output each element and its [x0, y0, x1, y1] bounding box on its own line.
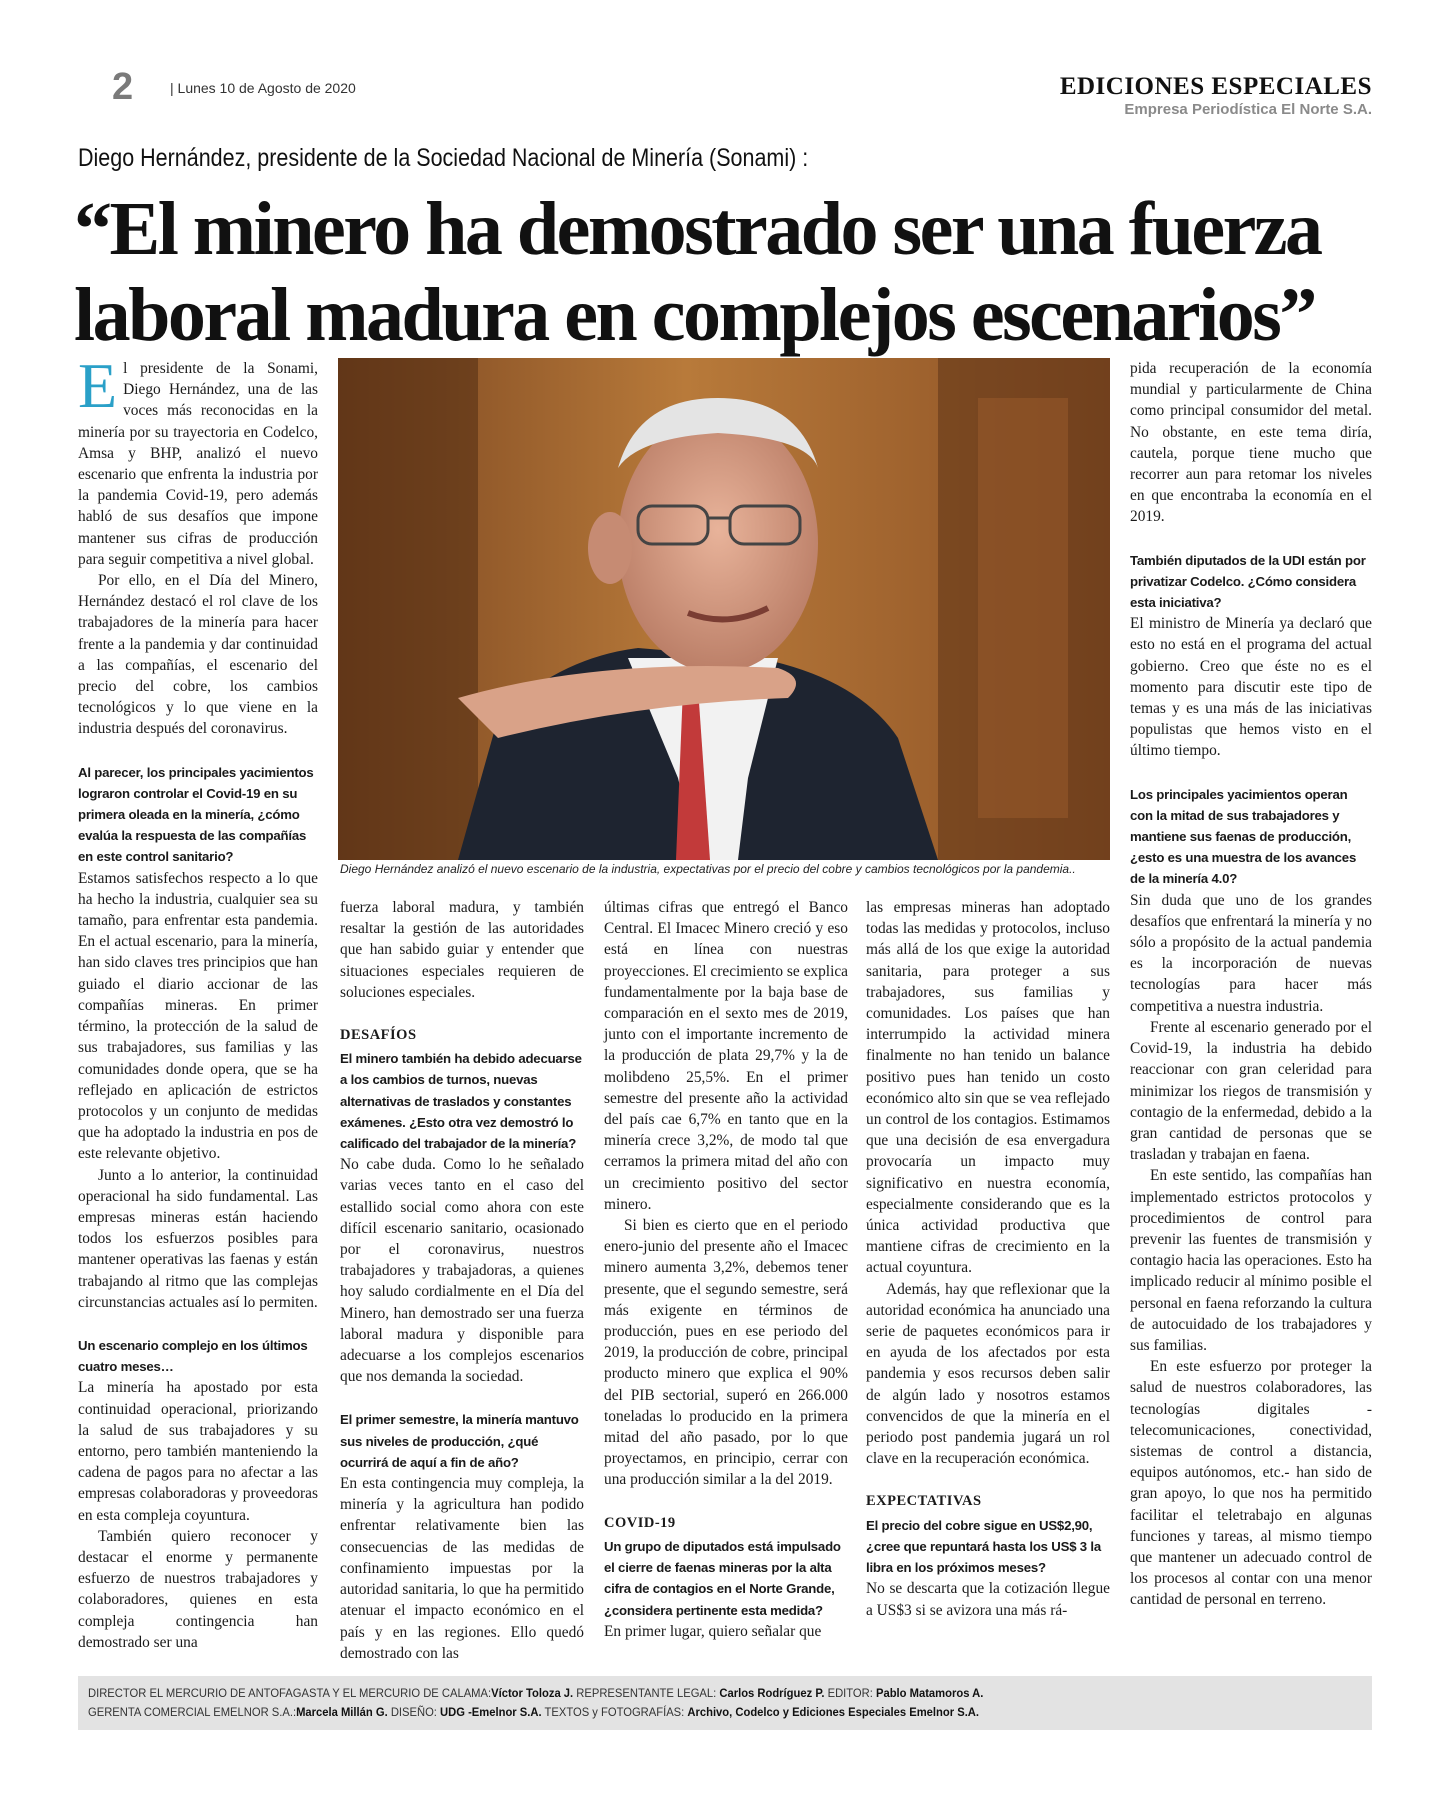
credits-footer [78, 1676, 1372, 1730]
credit-label: DISEÑO: [387, 1705, 441, 1719]
brand-subtitle: Empresa Periodística El Norte S.A. [1124, 101, 1372, 118]
article-column-5 [1130, 358, 1372, 1648]
paragraph: Si bien es cierto que en el periodo enero-junio del presente año el Imacec minero aumenta 3,2%, debemos tener presente, que el segundo semestre, será más exigente en términos de producción, pues en ese periodo del 2019, la producción de cobre, principal producto minero que explica el 90% del PIB sectorial, superó en 266.000 toneladas lo producido en la primera mitad del año pasado, por lo que proyectamos, en principio, cerrar con una producción similar a la del 2019. [604, 1217, 848, 1489]
interview-question: El primer semestre, la minería mantuvo sus niveles de producción, ¿qué ocurrirá de aquí a fin de año? [340, 1412, 579, 1470]
paragraph: pida recuperación de la economía mundial y particularmente de China como principal consumidor del metal. No obstante, en este tema diría, cautela, porque tiene mucho que recorrer aun para retomar los niveles en que encontraba la economía en el 2019. [1130, 360, 1372, 526]
issue-date: | Lunes 10 de Agosto de 2020 [170, 80, 356, 96]
article-column-2 [340, 897, 584, 1662]
paragraph: Además, hay que reflexionar que la autoridad económica ha anunciado una serie de paquetes económicos para ir en ayuda de los afectados por esta pandemia y esos recursos deben salir de algún lado y nosotros estamos convencidos de que la minería en el periodo post pandemia jugará un rol clave en la recuperación económica. [866, 1280, 1110, 1468]
paragraph: El ministro de Minería ya declaró que esto no está en el programa del actual gobierno. Creo que éste no es el momento para discutir este tipo de temas y es una más de las iniciativas populistas que hemos visto en el último tiempo. [1130, 615, 1372, 760]
paragraph: Frente al escenario generado por el Covid-19, la industria ha debido reaccionar con gran celeridad para minimizar los riegos de transmisión y contagio de la enfermedad, debido a la gran cantidad de personas que se trasladan y trabajan en faena. [1130, 1018, 1372, 1164]
paragraph: Estamos satisfechos respecto a lo que ha hecho la industria, cualquier sea su tamaño, para enfrentar esta pandemia. En el actual escenario, para la minería, han sido claves tres principios que han guiado el diario accionar de las compañías mineras. En primer término, la protección de la salud de sus trabajadores, sus familias y las comunidades donde opera, que se ha reflejado en aplicación de estrictos protocolos y un conjunto de medidas que ha adoptado la industria en pos de este relevante objetivo. [78, 869, 318, 1163]
article-column-3 [604, 897, 848, 1647]
credit-label: TEXTOS y FOTOGRAFÍAS: [541, 1705, 688, 1719]
interview-question: También diputados de la UDI están por privatizar Codelco. ¿Cómo considera esta iniciativa? [1130, 552, 1366, 611]
article-photo [338, 358, 1110, 860]
paragraph: No se descarta que la cotización llegue a US$3 si se avizora una más rá- [866, 1580, 1110, 1619]
section-heading: EXPECTATIVAS [866, 1493, 982, 1510]
credit-name: Carlos Rodríguez P. [719, 1686, 825, 1700]
paragraph: las empresas mineras han adoptado todas las medidas y protocolos, incluso más allá de los que exige la autoridad sanitaria, para proteger a sus trabajadores, sus familias y comunidades. Los países que han interrumpido la actividad minera finalmente no han tenido un balance positivo pues han tenido un costo económico alto sin que se vea reflejado un control de los contagios. Estimamos que una decisión de esa envergadura provocaría un impacto muy significativo en nuestra economía, especialmente considerando que es la única actividad productiva que mantiene cifras de crecimiento en la actual coyuntura. [866, 899, 1110, 1277]
interview-question: Al parecer, los principales yacimientos lograron controlar el Covid-19 en su primera oleada en la minería, ¿cómo evalúa la respuesta de las compañías en este control sanitario? [78, 764, 314, 865]
article-column-4 [866, 897, 1110, 1647]
paragraph: Junto a lo anterior, la continuidad operacional ha sido fundamental. Las empresas mineras están haciendo todos los esfuerzos posibles para mantener operativas las faenas y están trabajando al ritmo que las complejas circunstancias actuales así lo permiten. [78, 1166, 318, 1311]
article-kicker: Diego Hernández, presidente de la Sociedad Nacional de Minería (Sonami) : [78, 144, 809, 172]
paragraph: En primer lugar, quiero señalar que [604, 1622, 822, 1640]
credit-name: UDG -Emelnor S.A. [440, 1705, 542, 1719]
credit-name: Archivo, Codelco y Ediciones Especiales Emelnor S.A. [687, 1705, 980, 1719]
paragraph: l presidente de la Sonami, Diego Hernández, una de las voces más reconocidas en la minería por su trayectoria en Codelco, Amsa y BHP, analizó el nuevo escenario que enfrenta la industria por la pandemia Covid-19, pero además habló de sus desafíos que impone mantener sus cifras de producción para seguir competitiva a nivel global. [78, 360, 318, 568]
paragraph: En esta contingencia muy compleja, la minería y la agricultura han podido enfrentar relativamente bien las consecuencias de las medidas de confinamiento impuestas por la autoridad sanitaria, lo que ha permitido atenuar el impacto económico en el país y en las regiones. Ello quedó demostrado con las [340, 1475, 584, 1662]
credits-line-1 [88, 1684, 1260, 1703]
interview-question: El precio del cobre sigue en US$2,90, ¿cree que repuntará hasta los US$ 3 la libra en los próximos meses? [866, 1517, 1101, 1576]
paragraph: La minería ha apostado por esta continuidad operacional, priorizando la salud de sus trabajadores y su entorno, pero también manteniendo la cadena de pagos para no afectar a las empresas colaboradoras y proveedoras en esta compleja coyuntura. [78, 1379, 318, 1524]
interview-question: Un grupo de diputados está impulsado el cierre de faenas mineras por la alta cifra de contagios en el Norte Grande, ¿considera pertinente esta medida? [604, 1538, 841, 1618]
drop-cap: E [78, 350, 118, 421]
credit-name: Marcela Millán G. [296, 1705, 388, 1719]
paragraph: También quiero reconocer y destacar el enorme y permanente esfuerzo de nuestros trabajadores y colaboradores, quienes en esta compleja contingencia han demostrado ser una [78, 1527, 318, 1651]
credit-name: Pablo Matamoros A. [875, 1686, 984, 1700]
article-headline: “El minero ha demostrado ser una fuerza laboral madura en complejos escenarios” [74, 187, 1321, 357]
masthead [78, 60, 1372, 130]
paragraph: Sin duda que uno de los grandes desafíos que enfrentará la minería y no sólo a propósito de la actual pandemia es la incorporación de nuevas tecnologías para hacer más competitiva a nuestra industria. [1130, 891, 1372, 1015]
credit-label: DIRECTOR EL MERCURIO DE ANTOFAGASTA Y EL MERCURIO DE CALAMA: [88, 1686, 492, 1700]
paragraph: últimas cifras que entregó el Banco Central. El Imacec Minero creció y eso está en línea con nuestras proyecciones. El crecimiento se explica fundamentalmente por la baja base de comparación en el sexto mes de 2019, junto con el importante incremento de la producción de plata 29,7% y la de molibdeno 25,5%. En el primer semestre del presente año la actividad del país cae 6,7% en tanto que en la minería crece 3,2%, de modo tal que cerramos la primera mitad del año con un crecimiento positivo del sector minero. [604, 899, 849, 1213]
section-heading: DESAFÍOS [340, 1027, 417, 1044]
portrait-illustration [338, 358, 1110, 860]
credit-label: REPRESENTANTE LEGAL: [573, 1686, 720, 1700]
interview-question: Un escenario complejo en los últimos cuatro meses… [78, 1337, 308, 1375]
page-number: 2 [112, 66, 134, 108]
credit-name: Víctor Toloza J. [491, 1686, 574, 1700]
interview-question: El minero también ha debido adecuarse a los cambios de turnos, nuevas alternativas de traslados y constantes exámenes. ¿Esto otra vez demostró lo calificado del trabajador de la minería? [340, 1051, 582, 1152]
photo-caption: Diego Hernández analizó el nuevo escenario de la industria, expectativas por el precio del cobre y cambios tecnológicos por la pandemia.. [340, 862, 1076, 876]
credits-line-2 [88, 1703, 1260, 1722]
brand-title: EDICIONES ESPECIALES [1059, 73, 1372, 100]
brand [1060, 74, 1372, 118]
paragraph: En este esfuerzo por proteger la salud de nuestros colaboradores, las tecnologías digitales -telecomunicaciones, conectividad, sistemas de control a distancia, equipos autónomos, etc.- han sido de gran apoyo, lo que nos ha permitido facilitar el teletrabajo en algunas funciones y tareas, al mismo tiempo que mantener un adecuado control de los procesos al contar con una menor cantidad de personal en terreno. [1130, 1358, 1372, 1609]
paragraph: fuerza laboral madura, y también resaltar la gestión de las autoridades que han sabido guiar y entender que situaciones especiales requieren de soluciones especiales. [340, 899, 584, 1001]
credit-label: GERENTA COMERCIAL EMELNOR S.A.: [88, 1705, 297, 1719]
article-column-1 [78, 350, 318, 1651]
credit-label: EDITOR: [824, 1686, 876, 1700]
paragraph: No cabe duda. Como lo he señalado varias veces tanto en el caso del estallido social como ahora con este difícil escenario sanitario, ocasionado por el coronavirus, nuestros trabajadores y trabajadoras, a quienes hoy saludo cordialmente en el Día del Minero, han demostrado ser una fuerza laboral madura y disponible para adecuarse a los complejos escenarios que nos demanda la sociedad. [340, 1156, 584, 1386]
interview-question: Los principales yacimientos operan con la mitad de sus trabajadores y mantiene sus faenas de producción, ¿esto es una muestra de los avances de la minería 4.0? [1130, 786, 1357, 887]
section-heading: COVID-19 [604, 1514, 676, 1531]
paragraph: Por ello, en el Día del Minero, Hernández destacó el rol clave de los trabajadores de la minería para hacer frente a la pandemia y dar continuidad a las compañías, el escenario del precio del cobre, los cambios tecnológicos y lo que viene en la industria después del coronavirus. [78, 572, 318, 738]
paragraph: En este sentido, las compañías han implementado estrictos protocolos y procedimientos de control para prevenir las fuentes de transmisión y contagio hacia las operaciones. Esto ha implicado reducir al mínimo posible el personal en faena reforzando la cultura de autocuidado de los trabajadores y sus familias. [1130, 1167, 1372, 1354]
